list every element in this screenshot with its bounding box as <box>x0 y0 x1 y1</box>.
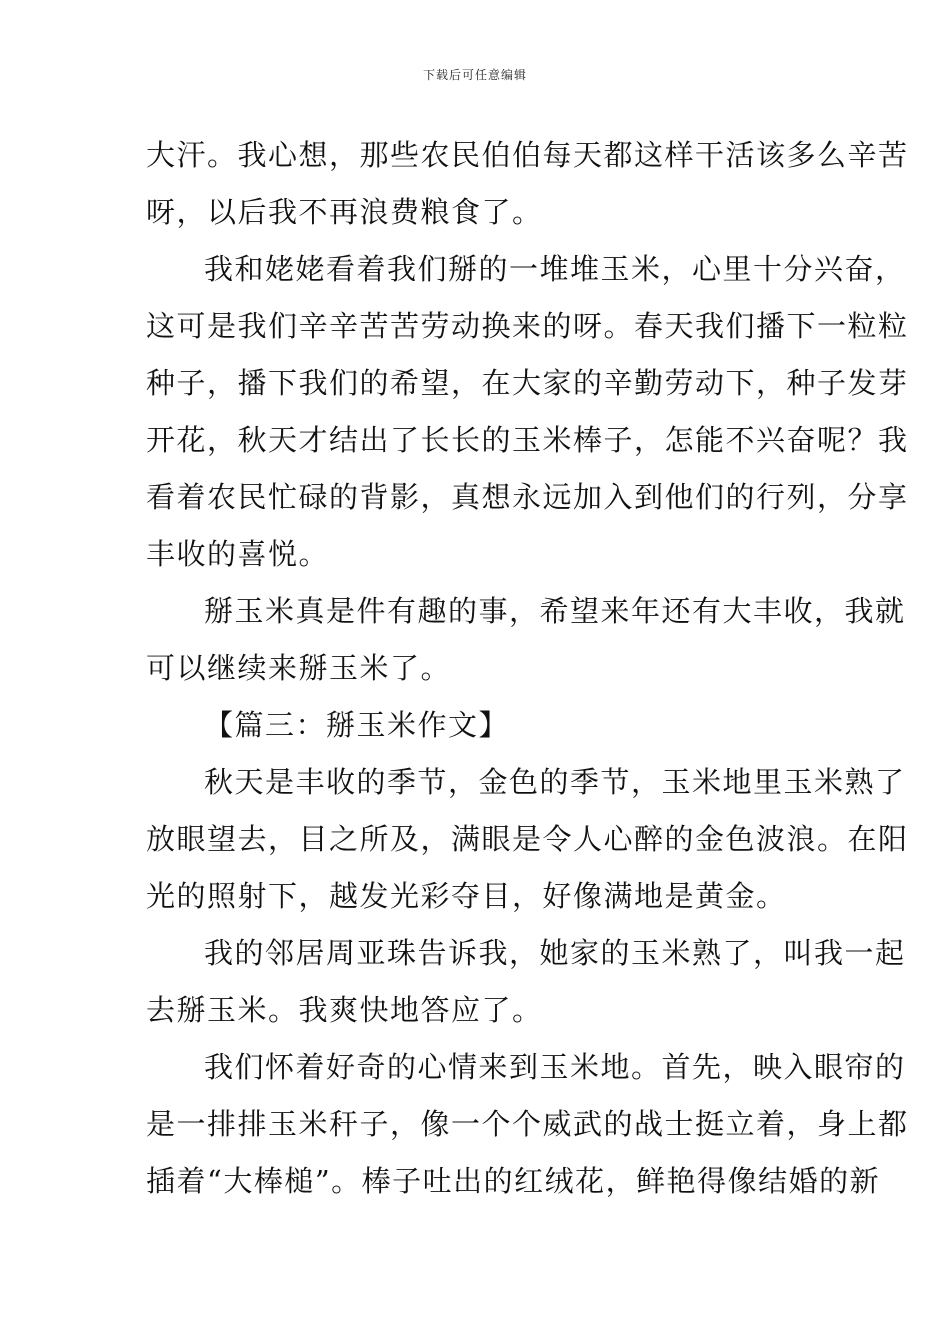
text-line: 放眼望去，目之所及，满眼是令人心醉的金色波浪。在阳 <box>146 822 909 856</box>
paragraph-5-cont <box>146 982 812 1039</box>
text-line: 呀，以后我不再浪费粮食了。 <box>146 195 543 229</box>
paragraph-3 <box>146 583 906 640</box>
text-line: 去掰玉米。我爽快地答应了。 <box>146 993 543 1027</box>
text-line: 掰玉米真是件有趣的事，希望来年还有大丰收，我就 <box>204 594 906 628</box>
text-line: 丰收的喜悦。 <box>146 537 330 571</box>
text-line: 我和姥姥看着我们掰的一堆堆玉米，心里十分兴奋， <box>204 252 906 286</box>
section-heading <box>146 697 812 754</box>
page-header-note: 下载后可任意编辑 <box>422 68 527 82</box>
paragraph-2-cont <box>146 298 909 583</box>
text-line: 开花，秋天才结出了长长的玉米棒子，怎能不兴奋呢？我 <box>146 423 909 457</box>
text-line: 光的照射下，越发光彩夺目，好像满地是黄金。 <box>146 879 787 913</box>
text-line: 这可是我们辛辛苦苦劳动换来的呀。春天我们播下一粒粒 <box>146 309 909 343</box>
text-line: 是一排排玉米秆子，像一个个威武的战士挺立着，身上都 <box>146 1107 909 1141</box>
paragraph-2 <box>146 241 906 298</box>
text-line: 看着农民忙碌的背影，真想永远加入到他们的行列，分享 <box>146 480 909 514</box>
paragraph-4 <box>146 754 906 811</box>
section-title: 【篇三：掰玉米作文】 <box>204 708 510 742</box>
text-line: 大汗。我心想，那些农民伯伯每天都这样干活该多么辛苦 <box>146 138 909 172</box>
paragraph-1 <box>146 127 909 241</box>
text-line: 可以继续来掰玉米了。 <box>146 651 452 685</box>
paragraph-6-cont <box>146 1096 909 1210</box>
text-line: 插着“大棒槌”。棒子吐出的红绒花，鲜艳得像结婚的新 <box>146 1164 881 1198</box>
text-line: 我的邻居周亚珠告诉我，她家的玉米熟了，叫我一起 <box>204 936 906 970</box>
text-line: 秋天是丰收的季节，金色的季节，玉米地里玉米熟了 <box>204 765 906 799</box>
text-line: 种子，播下我们的希望，在大家的辛勤劳动下，种子发芽 <box>146 366 909 400</box>
paragraph-4-cont <box>146 811 909 925</box>
essay-body <box>146 127 909 1210</box>
paragraph-5 <box>146 925 906 982</box>
paragraph-6 <box>146 1039 906 1096</box>
paragraph-3-cont <box>146 640 812 697</box>
text-line: 我们怀着好奇的心情来到玉米地。首先，映入眼帘的 <box>204 1050 906 1084</box>
